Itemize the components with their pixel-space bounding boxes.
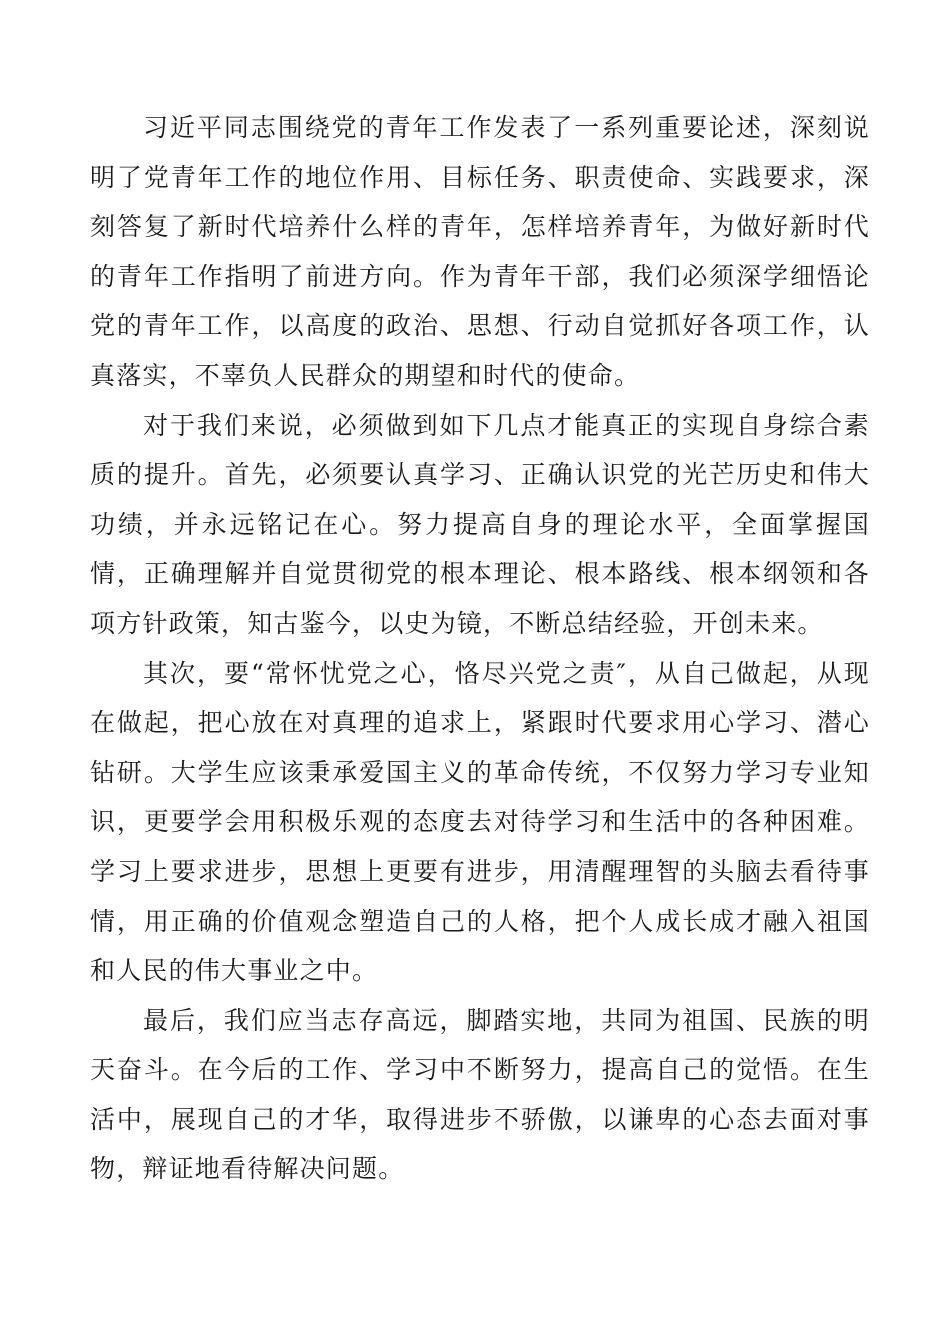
paragraph-4: 最后，我们应当志存高远，脚踏实地，共同为祖国、民族的明天奋斗。在今后的工作、学习中不断努力，提高自己的觉悟。在生活中，展现自己的才华，取得进步不骄傲，以谦卑的心态去面对事物，辩证地看待解决问题。 [90, 1005, 870, 1184]
paragraph-2: 对于我们来说，必须做到如下几点才能真正的实现自身综合素质的提升。首先，必须要认真学习、正确认识党的光芒历史和伟大功绩，并永远铭记在心。努力提高自身的理论水平，全面掌握国情，正确理解并自觉贯彻党的根本理论、根本路线、根本纲领和各项方针政策，知古鉴今，以史为镜，不断总结经验，开创未来。 [90, 410, 870, 638]
document-body [90, 103, 870, 1194]
paragraph-1: 习近平同志围绕党的青年工作发表了一系列重要论述，深刻说明了党青年工作的地位作用、目标任务、职责使命、实践要求，深刻答复了新时代培养什么样的青年，怎样培养青年，为做好新时代的青年工作指明了前进方向。作为青年干部，我们必须深学细悟论党的青年工作，以高度的政治、思想、行动自觉抓好各项工作，认真落实，不辜负人民群众的期望和时代的使命。 [90, 113, 870, 390]
paragraph-3: 其次，要“常怀忧党之心，恪尽兴党之责″，从自己做起，从现在做起，把心放在对真理的追求上，紧跟时代要求用心学习、潜心钻研。大学生应该秉承爱国主义的革命传统，不仅努力学习专业知识，更要学会用积极乐观的态度去对待学习和生活中的各种困难。学习上要求进步，思想上更要有进步，用清醒理智的头脑去看待事情，用正确的价值观念塑造自己的人格，把个人成长成才融入祖国和人民的伟大事业之中。 [90, 658, 870, 986]
